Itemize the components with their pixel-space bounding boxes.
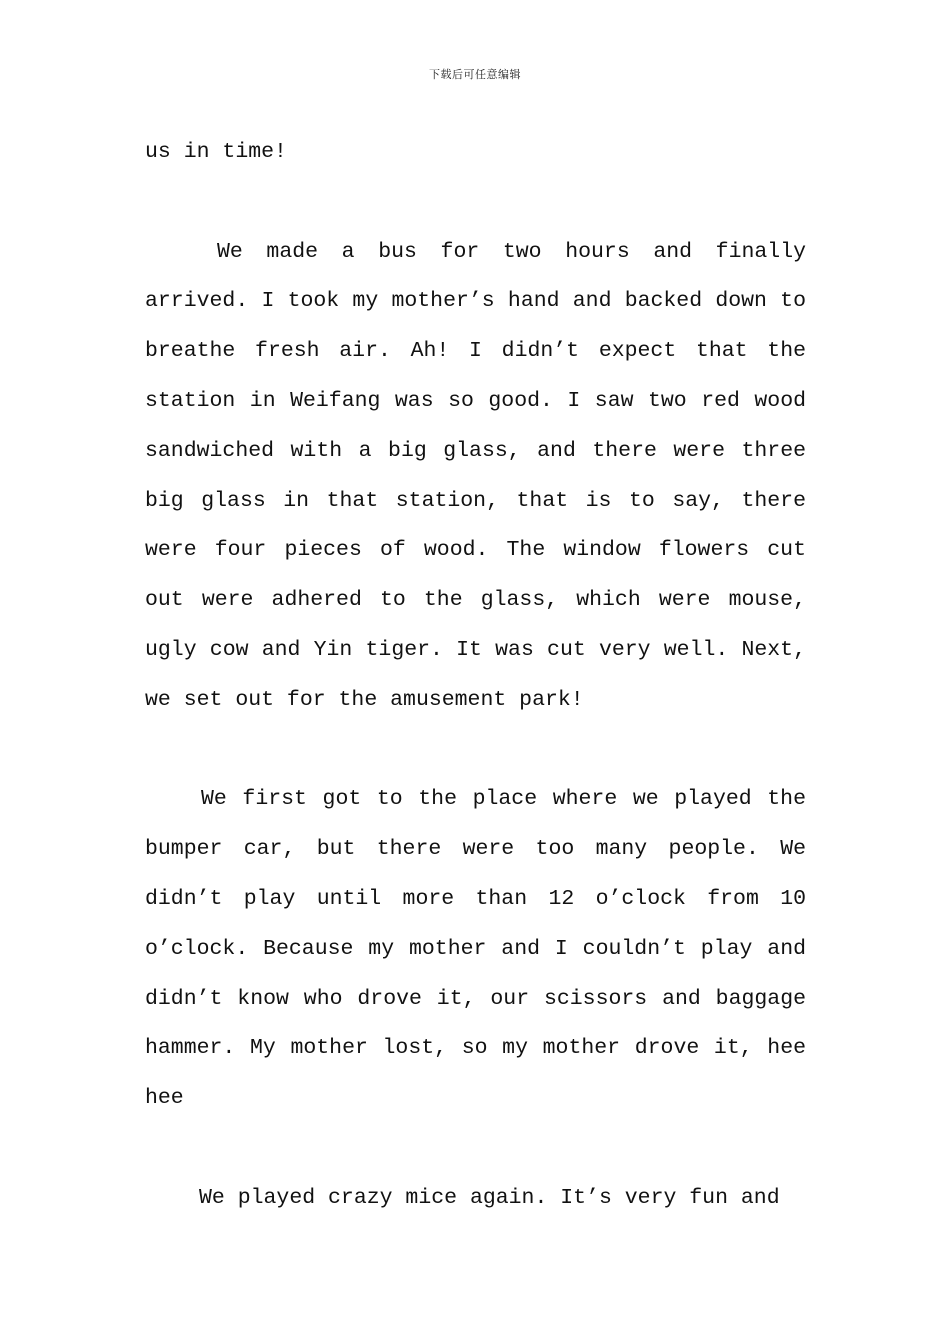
paragraph-continuation: us in time! [145, 140, 287, 164]
document-body [145, 128, 806, 1224]
page-header: 下载后可任意编辑 [429, 68, 521, 81]
paragraph-bus-trip: We made a bus for two hours and finally arrived. I took my mother’s hand and backed down to breathe fresh air. Ah! I didn’t expect that the station in Weifang was so good. I saw two red wood sandwiched with a big glass, and there were three big glass in that station, that is to say, there were four pieces of wood. The window flowers cut out were adhered to the glass, which were mouse, ugly cow and Yin tiger. It was cut very well. Next, we set out for the amusement park! [145, 239, 806, 712]
paragraph-bumper-car: We first got to the place where we played the bumper car, but there were too many people. We didn’t play until more than 12 o’clock from 10 o’clock. Because my mother and I couldn’t play and didn’t know who drove it, our scissors and baggage hammer. My mother lost, so my mother drove it, hee hee [145, 787, 806, 1111]
paragraph-crazy-mice: We played crazy mice again. It’s very fun and [199, 1185, 780, 1210]
